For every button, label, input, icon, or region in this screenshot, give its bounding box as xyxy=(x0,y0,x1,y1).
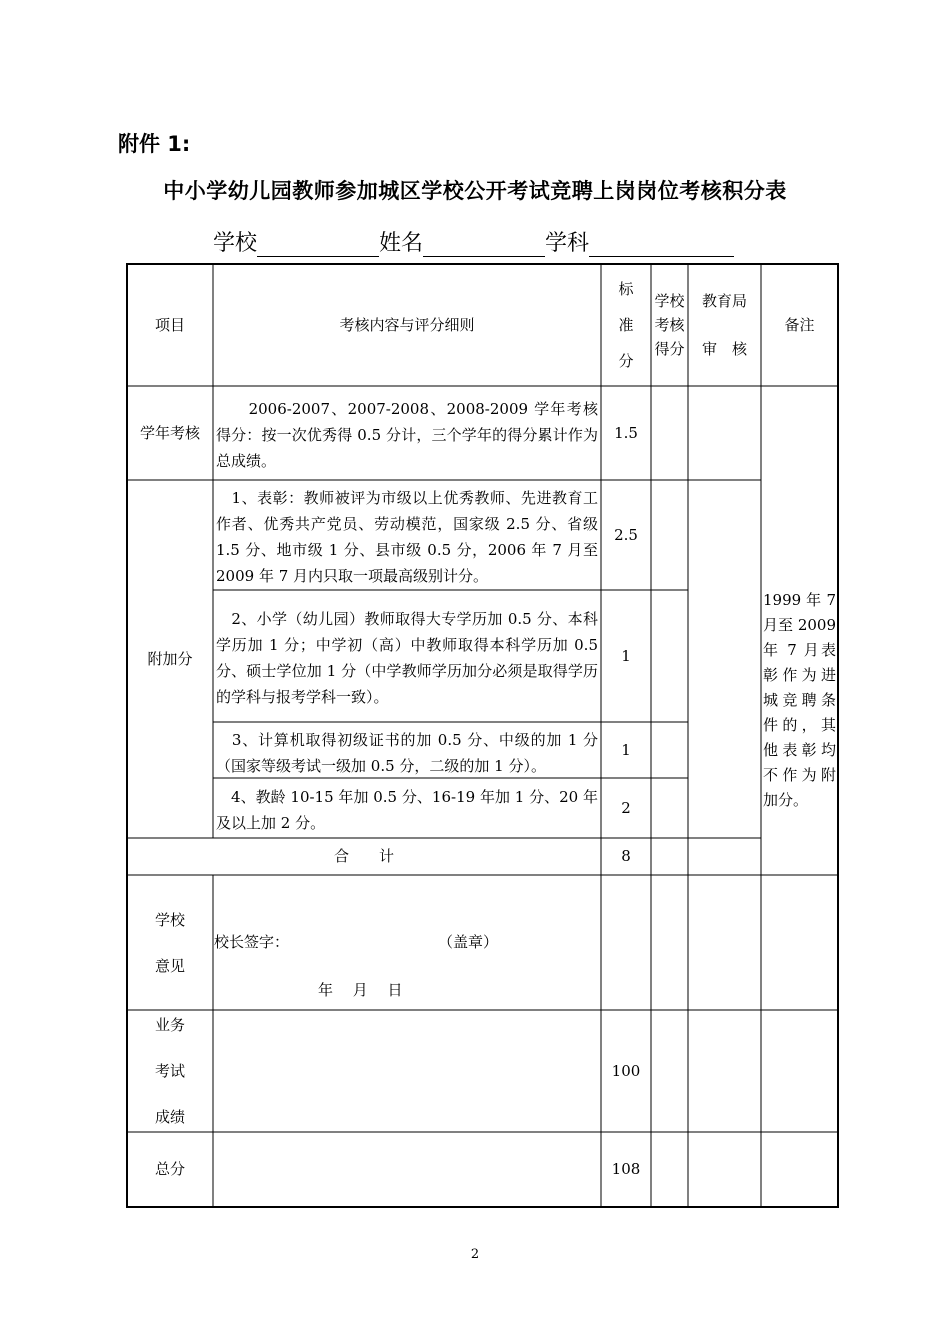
header-item-label: 项目 xyxy=(154,315,185,334)
bonus-label xyxy=(127,480,213,838)
header-content xyxy=(213,264,601,386)
name-blank[interactable] xyxy=(423,232,545,257)
exam-label-line: 成绩 xyxy=(154,1108,185,1126)
bonus-item-score-value: 1 xyxy=(621,646,631,665)
exam-label-line: 业务 xyxy=(154,1016,185,1034)
header-school-score-line: 考核 xyxy=(654,316,685,334)
grand-total-score xyxy=(601,1132,651,1207)
page-number: 2 xyxy=(470,1247,480,1262)
bonus-item-content: 2、小学（幼儿园）教师取得大专学历加 0.5 分、本科学历加 1 分；中学初（高）中教师取得本科学历加 0.5 分、硕士学位加 1 分（中学教师学历加分必须是取得学历的学科与报考学科一致）。 xyxy=(216,610,598,706)
bonus-item-content: 4、教龄 10-15 年加 0.5 分、16-19 年加 1 分、20 年及以上加 2 分。 xyxy=(216,788,598,832)
school-blank[interactable] xyxy=(257,232,379,257)
opinion-label xyxy=(127,875,213,1010)
exam-score-value: 100 xyxy=(611,1061,641,1080)
header-fill-fields xyxy=(213,226,734,257)
header-content-label: 考核内容与评分细则 xyxy=(339,315,475,334)
bonus-label-text: 附加分 xyxy=(147,649,193,668)
bonus-item-score-value: 2.5 xyxy=(614,525,638,544)
bonus-item-content: 3、计算机取得初级证书的加 0.5 分、中级的加 1 分（国家等级考试一级加 0.5 分，二级的加 1 分）。 xyxy=(216,731,598,775)
bonus-item-content: 1、表彰：教师被评为市级以上优秀教师、先进教育工作者、优秀共产党员、劳动模范，国家级 2.5 分、省级 1.5 分、地市级 1 分、县市级 0.5 分，2006 年 7 月至 2009 年 7 月内只取一项最高级别计分。 xyxy=(216,489,598,585)
principal-signature-label: 校长签字： xyxy=(214,933,290,951)
attachment-label: 附件 1: xyxy=(118,132,191,156)
exam-label xyxy=(127,1010,213,1132)
school-field-label: 学校 xyxy=(213,231,258,256)
subtotal-score xyxy=(601,838,651,875)
exam-score xyxy=(601,1010,651,1132)
annual-score xyxy=(601,386,651,480)
grand-total-label-text: 总分 xyxy=(154,1160,185,1178)
annual-content: 2006-2007、2007-2008、2008-2009 学年考核得分：按一次优秀得 0.5 分计，三个学年的得分累计作为总成绩。 xyxy=(216,400,598,470)
header-bureau xyxy=(688,264,761,386)
header-school-score-line: 得分 xyxy=(654,340,685,358)
header-remarks xyxy=(761,264,838,386)
header-school-score-line: 学校 xyxy=(654,292,685,310)
page-title: 中小学幼儿园教师参加城区学校公开考试竞聘上岗岗位考核积分表 xyxy=(163,179,787,203)
name-field-label: 姓名 xyxy=(379,231,424,256)
opinion-label-line: 意见 xyxy=(154,956,185,975)
grand-total-score-value: 108 xyxy=(611,1160,641,1178)
annual-score-value: 1.5 xyxy=(614,423,638,442)
header-item xyxy=(127,264,213,386)
header-standard xyxy=(601,264,651,386)
header-bureau-line: 审 核 xyxy=(701,340,747,358)
header-remarks-label: 备注 xyxy=(784,315,815,334)
subtotal-label-text: 合 计 xyxy=(333,847,394,865)
annual-label xyxy=(127,386,213,480)
subject-blank[interactable] xyxy=(589,232,734,257)
bonus-item-score xyxy=(601,778,651,838)
date-label: 年 月 日 xyxy=(318,981,403,999)
header-school-score xyxy=(651,264,688,386)
seal-label: （盖章） xyxy=(438,933,499,951)
header-standard-line: 标 xyxy=(618,280,634,298)
bonus-item-score-value: 1 xyxy=(621,740,631,759)
exam-label-line: 考试 xyxy=(154,1062,185,1080)
header-standard-line: 准 xyxy=(618,316,634,334)
bonus-item-score-value: 2 xyxy=(621,798,631,817)
bonus-item-score xyxy=(601,590,651,722)
header-standard-line: 分 xyxy=(618,352,634,370)
opinion-label-line: 学校 xyxy=(154,910,185,929)
subtotal-label xyxy=(127,838,601,875)
annual-label-text: 学年考核 xyxy=(139,423,200,442)
bonus-item-score xyxy=(601,480,651,590)
subtotal-score-value: 8 xyxy=(621,847,631,865)
header-bureau-line: 教育局 xyxy=(701,292,747,310)
subject-field-label: 学科 xyxy=(545,231,590,256)
bonus-item-score xyxy=(601,722,651,778)
remarks-text: 1999 年 7 月至 2009 年 7 月表彰作为进城竞聘条件的，其他表彰均不作为附加分。 xyxy=(763,591,836,809)
grand-total-label xyxy=(127,1132,213,1207)
